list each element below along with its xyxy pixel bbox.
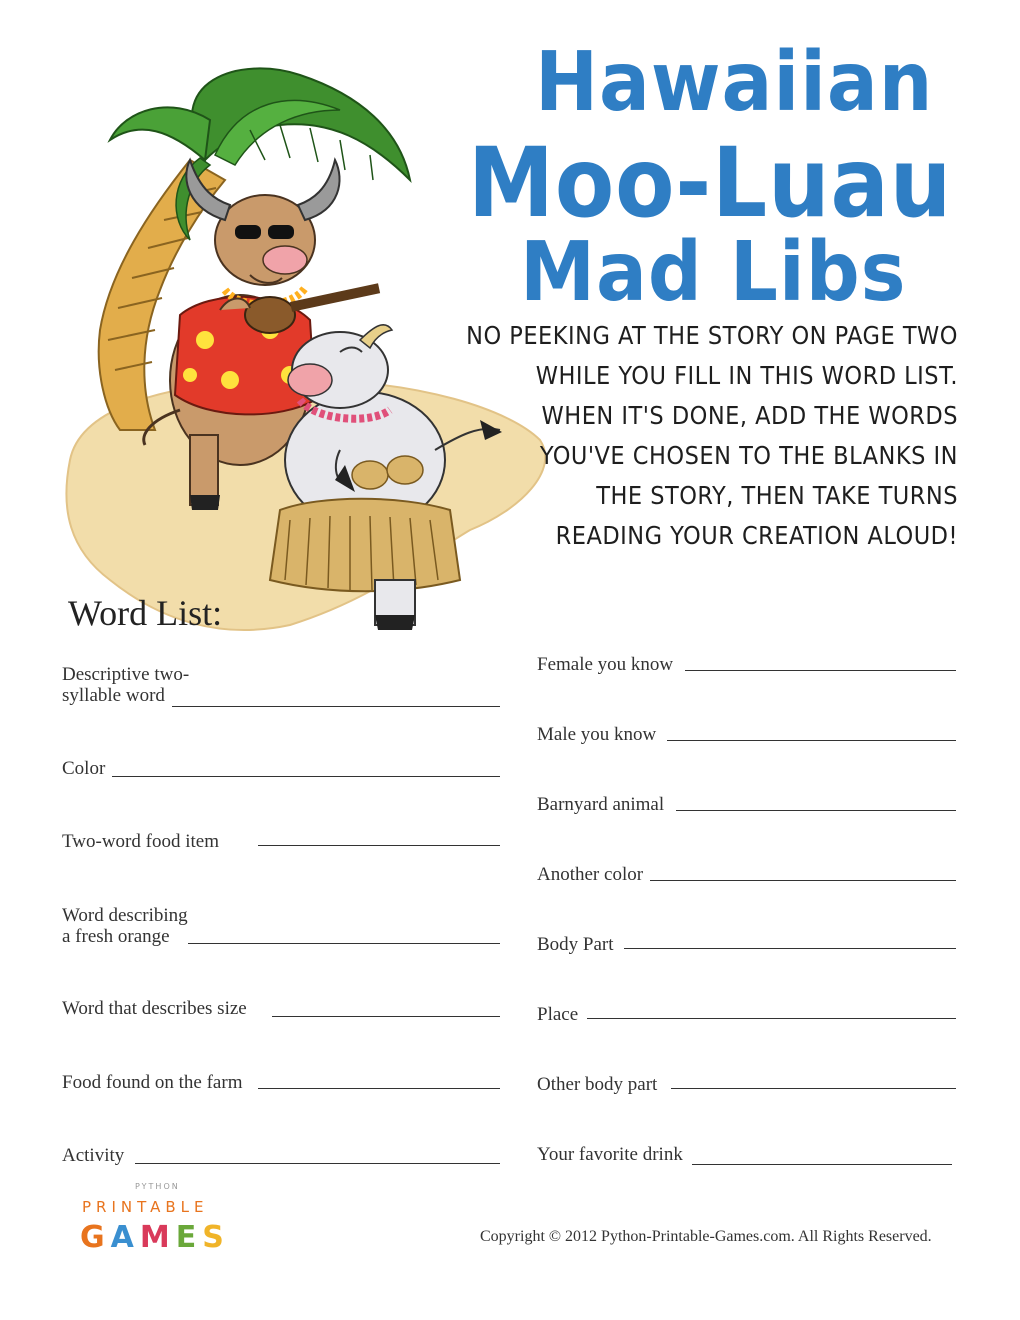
answer-blank[interactable] — [272, 1016, 500, 1017]
field-fresh-orange[interactable] — [62, 905, 502, 951]
field-female[interactable] — [537, 654, 962, 678]
word-list-heading: Word List: — [68, 593, 223, 633]
answer-blank[interactable] — [667, 740, 956, 741]
field-label: Two-word food item — [62, 831, 219, 852]
field-label: Word that describes size — [62, 998, 247, 1019]
answer-blank[interactable] — [671, 1088, 956, 1089]
field-label: Your favorite drink — [537, 1144, 683, 1165]
field-label: Activity — [62, 1145, 125, 1166]
answer-blank[interactable] — [685, 670, 956, 671]
title-line-2: Moo-Luau — [468, 127, 953, 239]
answer-blank[interactable] — [650, 880, 956, 881]
logo-letter: M — [139, 1220, 176, 1255]
title-line-1: Hawaiian — [535, 35, 934, 130]
copyright-notice: Copyright © 2012 Python-Printable-Games.com. All Rights Reserved. — [480, 1228, 932, 1245]
field-label: Place — [537, 1004, 579, 1025]
answer-blank[interactable] — [258, 1088, 500, 1089]
title-line-3: Mad Libs — [520, 225, 907, 320]
field-label: Female you know — [537, 654, 674, 675]
field-male[interactable] — [537, 724, 962, 748]
logo-small-text: PYTHON — [135, 1182, 180, 1191]
instruction-line: NO PEEKING AT THE STORY ON PAGE TWO — [466, 321, 958, 350]
logo-letter: G — [80, 1220, 111, 1255]
field-label: Descriptive two- syllable word — [62, 664, 190, 706]
field-size-word[interactable] — [62, 998, 502, 1022]
logo-letter: E — [175, 1220, 203, 1255]
answer-blank[interactable] — [676, 810, 956, 811]
field-other-body-part[interactable] — [537, 1074, 962, 1098]
field-place[interactable] — [537, 1004, 962, 1028]
instruction-line: WHILE YOU FILL IN THIS WORD LIST. — [535, 361, 958, 390]
field-label: Body Part — [537, 934, 614, 955]
field-label: Food found on the farm — [62, 1072, 243, 1093]
answer-blank[interactable] — [112, 776, 500, 777]
field-farm-food[interactable] — [62, 1072, 502, 1096]
answer-blank[interactable] — [624, 948, 956, 949]
field-label: Another color — [537, 864, 644, 885]
field-body-part[interactable] — [537, 934, 962, 958]
logo-games-text — [80, 1220, 230, 1255]
instruction-line: YOU'VE CHOSEN TO THE BLANKS IN — [539, 441, 958, 470]
logo-letter: S — [202, 1220, 230, 1255]
logo-printable-text: PRINTABLE — [82, 1198, 209, 1216]
instruction-line: THE STORY, THEN TAKE TURNS — [596, 481, 958, 510]
field-favorite-drink[interactable] — [537, 1144, 962, 1168]
field-label: Other body part — [537, 1074, 658, 1095]
instructions-text — [458, 316, 958, 556]
instruction-line: READING YOUR CREATION ALOUD! — [555, 521, 958, 550]
python-printable-games-logo — [80, 1182, 240, 1262]
field-label: Male you know — [537, 724, 657, 745]
answer-blank[interactable] — [135, 1163, 500, 1164]
answer-blank[interactable] — [172, 706, 500, 707]
logo-letter: A — [110, 1220, 140, 1255]
field-activity[interactable] — [62, 1145, 502, 1169]
field-label: Color — [62, 758, 106, 779]
answer-blank[interactable] — [258, 845, 500, 846]
field-descriptive-word[interactable] — [62, 664, 502, 710]
field-two-word-food[interactable] — [62, 831, 502, 855]
field-label: Barnyard animal — [537, 794, 665, 815]
field-label: Word describing a fresh orange — [62, 905, 188, 947]
field-color[interactable] — [62, 758, 502, 782]
answer-blank[interactable] — [587, 1018, 956, 1019]
field-barnyard-animal[interactable] — [537, 794, 962, 818]
answer-blank[interactable] — [692, 1164, 952, 1165]
answer-blank[interactable] — [188, 943, 500, 944]
instruction-line: WHEN IT'S DONE, ADD THE WORDS — [541, 401, 958, 430]
field-another-color[interactable] — [537, 864, 962, 888]
